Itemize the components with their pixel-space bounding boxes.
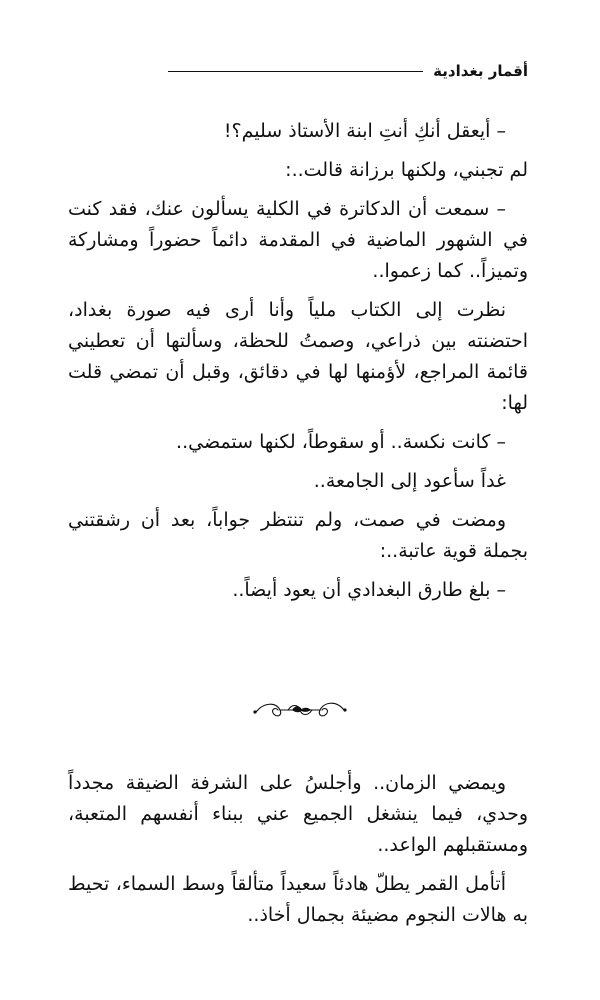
paragraph-5: – كانت نكسة.. أو سقوطاً، لكنها ستمضي.. (176, 431, 506, 453)
paragraph-4: نظرت إلى الكتاب ملياً وأنا أرى فيه صورة بغداد، احتضنته بين ذراعي، وصمتُ للحظة، وسألتها أن تعطيني قائمة المراجع، لأؤمنها لها في دقائق، وقبل أن تمضي قلت لها: (68, 299, 528, 414)
header-title: أقمار بغدادية (433, 62, 528, 80)
paragraph-10: أتأمل القمر يطلّ هادئاً سعيداً متألقاً وسط السماء، تحيط به هالات النجوم مضيئة بجمال أخاذ.. (68, 873, 528, 926)
paragraph-2: لم تجبني، ولكنها برزانة قالت..: (285, 159, 528, 181)
running-header (68, 60, 528, 82)
paragraph-1: – أيعقل أنكِ أنتِ ابنة الأستاذ سليم؟! (223, 120, 506, 142)
paragraph-7: ومضت في صمت، ولم تنتظر جواباً، بعد أن رشقتني بجملة قوية عاتبة..: (68, 509, 528, 562)
paragraph-9: ويمضي الزمان.. وأجلسُ على الشرفة الضيقة مجدداً وحدي، فيما ينشغل الجميع عني ببناء أنفسهم المتعبة، ومستقبلهم الواعد.. (68, 772, 528, 856)
paragraph-8: – بلغ طارق البغدادي أن يعود أيضاً.. (232, 579, 506, 601)
header-rule (168, 71, 423, 72)
text-section-2 (68, 768, 528, 931)
floral-divider-icon (250, 698, 350, 722)
paragraph-6: غداً سأعود إلى الجامعة.. (313, 470, 506, 492)
text-section-1 (68, 116, 528, 606)
paragraph-3: – سمعت أن الدكاترة في الكلية يسألون عنك، فقد كنت في الشهور الماضية في المقدمة دائماً حضوراً ومشاركة وتميزاً.. كما زعموا.. (68, 198, 528, 282)
